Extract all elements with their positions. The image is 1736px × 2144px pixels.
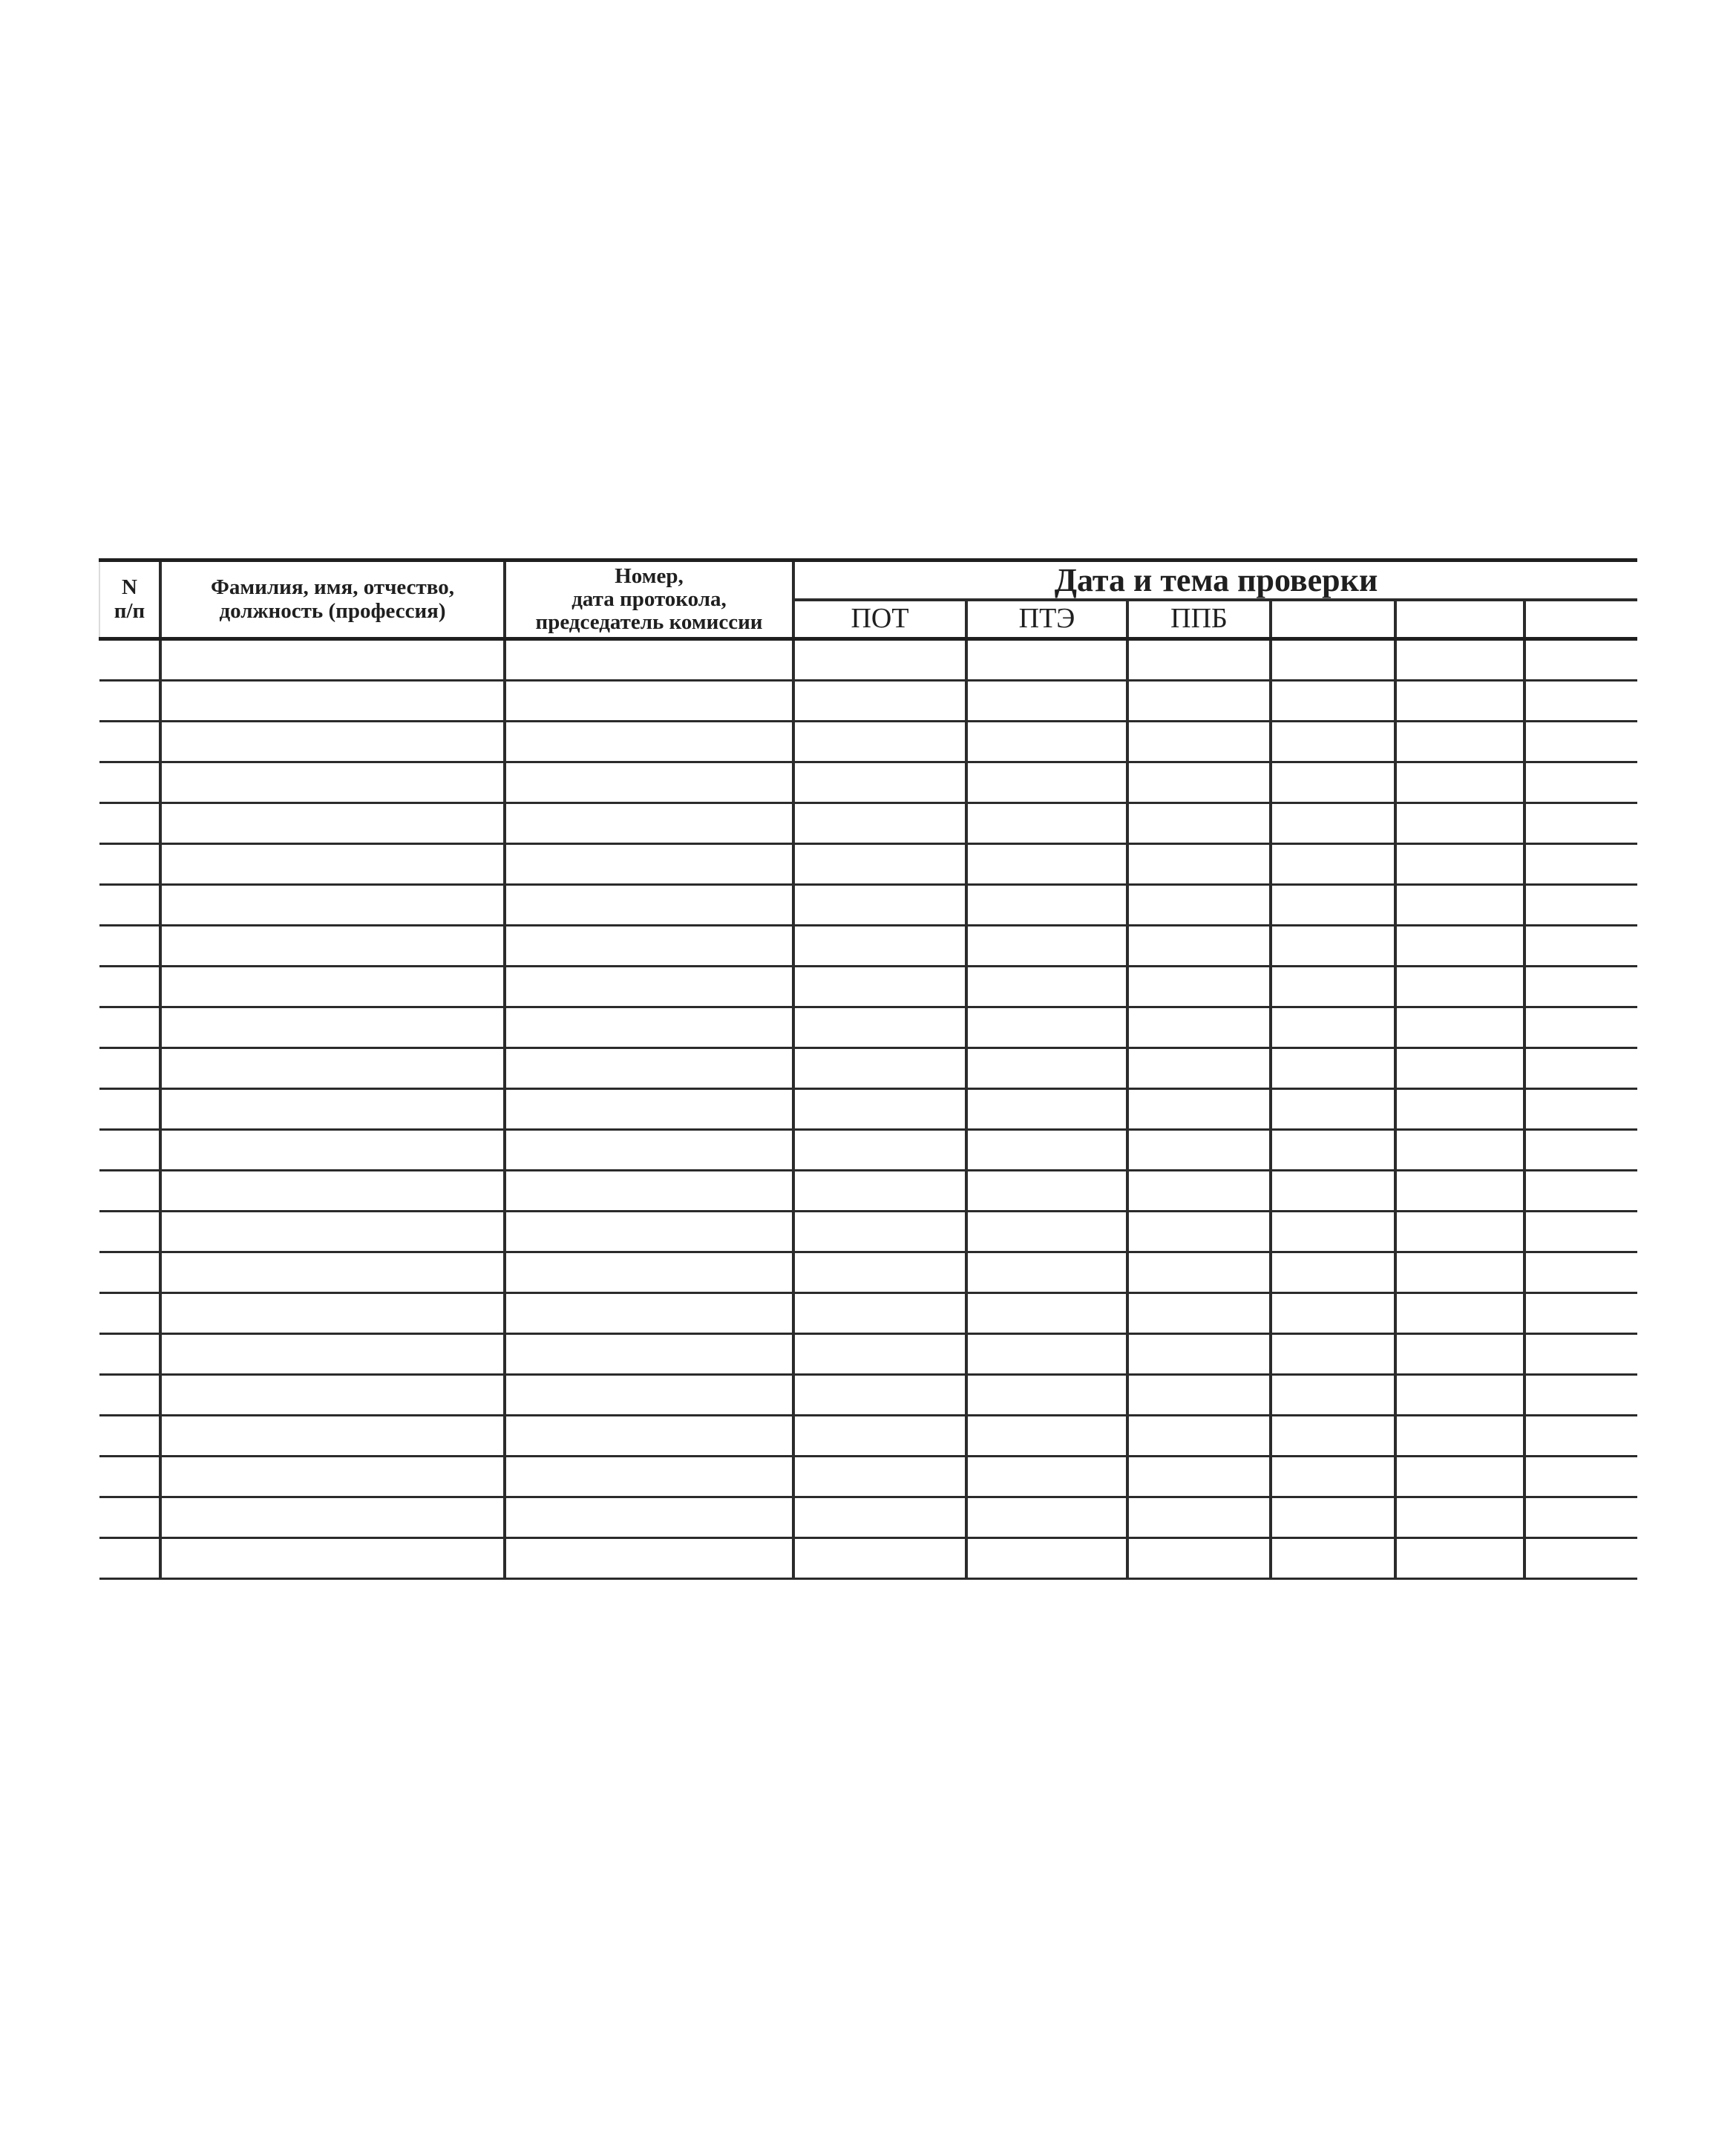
- table-cell: [160, 762, 505, 803]
- table-row: [99, 885, 1637, 926]
- table-cell: [1127, 681, 1271, 722]
- table-cell: [1524, 1130, 1637, 1171]
- table-cell: [1524, 926, 1637, 967]
- table-cell: [99, 1212, 160, 1252]
- table-cell: [966, 885, 1127, 926]
- table-cell: [1271, 722, 1395, 762]
- header-num-line1: N: [122, 575, 137, 600]
- table-cell: [99, 1538, 160, 1579]
- table-cell: [1127, 1334, 1271, 1375]
- table-cell: [793, 1130, 966, 1171]
- table-cell: [505, 1497, 793, 1538]
- table-cell: [1524, 1457, 1637, 1497]
- table-cell: [966, 803, 1127, 844]
- table-cell: [1395, 1212, 1524, 1252]
- table-cell: [1395, 967, 1524, 1007]
- table-cell: [505, 1538, 793, 1579]
- table-cell: [1271, 926, 1395, 967]
- table-cell: [966, 844, 1127, 885]
- table-row: [99, 1416, 1637, 1457]
- table-cell: [1524, 1171, 1637, 1212]
- table-row: [99, 1212, 1637, 1252]
- table-cell: [793, 1538, 966, 1579]
- table-cell: [160, 639, 505, 681]
- table-cell: [505, 885, 793, 926]
- table-cell: [1524, 722, 1637, 762]
- table-cell: [1395, 1048, 1524, 1089]
- table-cell: [1524, 1007, 1637, 1048]
- table-cell: [505, 762, 793, 803]
- table-cell: [1271, 1048, 1395, 1089]
- table-cell: [1395, 639, 1524, 681]
- table-cell: [966, 681, 1127, 722]
- table-cell: [1127, 762, 1271, 803]
- table-cell: [793, 926, 966, 967]
- table-cell: [1271, 803, 1395, 844]
- table-row: [99, 681, 1637, 722]
- subheader-empty-2: [1395, 600, 1524, 639]
- table-cell: [1524, 1048, 1637, 1089]
- table-cell: [160, 722, 505, 762]
- header-protocol-line3: председатель комиссии: [535, 610, 763, 635]
- table-row: [99, 1497, 1637, 1538]
- table-cell: [99, 1497, 160, 1538]
- table-cell: [1395, 681, 1524, 722]
- table-cell: [1524, 967, 1637, 1007]
- table-cell: [1271, 1375, 1395, 1416]
- table-cell: [793, 722, 966, 762]
- table-cell: [1395, 1497, 1524, 1538]
- table-cell: [99, 1007, 160, 1048]
- table-cell: [1127, 1252, 1271, 1293]
- table-cell: [505, 1212, 793, 1252]
- table-cell: [505, 967, 793, 1007]
- table-cell: [99, 1416, 160, 1457]
- table-cell: [505, 1007, 793, 1048]
- table-cell: [99, 844, 160, 885]
- table-row: [99, 1334, 1637, 1375]
- table-cell: [1395, 1007, 1524, 1048]
- table-cell: [1127, 1130, 1271, 1171]
- table-cell: [1524, 1334, 1637, 1375]
- table-cell: [1524, 844, 1637, 885]
- table-cell: [1395, 1130, 1524, 1171]
- table-cell: [1524, 1212, 1637, 1252]
- table-cell: [966, 1212, 1127, 1252]
- table-cell: [1271, 639, 1395, 681]
- table-cell: [99, 762, 160, 803]
- table-cell: [966, 762, 1127, 803]
- table-cell: [1127, 926, 1271, 967]
- table-cell: [99, 1334, 160, 1375]
- table-cell: [99, 803, 160, 844]
- verification-journal-table: [99, 558, 1637, 1580]
- table-cell: [1127, 1293, 1271, 1334]
- table-cell: [793, 1416, 966, 1457]
- table-cell: [1127, 967, 1271, 1007]
- table-cell: [793, 885, 966, 926]
- table-cell: [1127, 885, 1271, 926]
- table-cell: [99, 639, 160, 681]
- table-cell: [1127, 1212, 1271, 1252]
- table-cell: [1395, 844, 1524, 885]
- table-cell: [793, 1048, 966, 1089]
- table-cell: [1271, 762, 1395, 803]
- table-row: [99, 926, 1637, 967]
- table-cell: [505, 681, 793, 722]
- table-cell: [160, 1089, 505, 1130]
- table-cell: [160, 681, 505, 722]
- table-cell: [1271, 1334, 1395, 1375]
- table-cell: [1271, 1416, 1395, 1457]
- table-cell: [793, 1497, 966, 1538]
- table-row: [99, 1089, 1637, 1130]
- table-cell: [1271, 1171, 1395, 1212]
- table-cell: [160, 1048, 505, 1089]
- table-cell: [1271, 1252, 1395, 1293]
- table-cell: [1127, 803, 1271, 844]
- table-cell: [505, 1457, 793, 1497]
- table-cell: [1395, 722, 1524, 762]
- header-span-date-topic: Дата и тема проверки: [793, 560, 1637, 601]
- table-cell: [793, 967, 966, 1007]
- table-cell: [1524, 885, 1637, 926]
- table-cell: [1395, 1089, 1524, 1130]
- table-cell: [160, 1252, 505, 1293]
- table-cell: [1395, 1457, 1524, 1497]
- journal-table-body: [99, 639, 1637, 1579]
- table-cell: [793, 1252, 966, 1293]
- table-cell: [1524, 762, 1637, 803]
- table-cell: [99, 885, 160, 926]
- table-cell: [1127, 1416, 1271, 1457]
- table-cell: [1395, 803, 1524, 844]
- table-cell: [793, 1212, 966, 1252]
- table-cell: [1524, 1293, 1637, 1334]
- table-cell: [1271, 885, 1395, 926]
- table-cell: [160, 803, 505, 844]
- table-cell: [966, 1538, 1127, 1579]
- table-cell: [99, 1457, 160, 1497]
- subheader-empty-1: [1271, 600, 1395, 639]
- table-row: [99, 1048, 1637, 1089]
- table-cell: [1127, 1048, 1271, 1089]
- table-cell: [160, 967, 505, 1007]
- header-protocol-line1: Номер,: [615, 563, 684, 588]
- table-cell: [1271, 967, 1395, 1007]
- header-num-line2: п/п: [114, 598, 145, 623]
- table-cell: [505, 1048, 793, 1089]
- table-cell: [505, 1252, 793, 1293]
- table-cell: [793, 762, 966, 803]
- table-cell: [505, 803, 793, 844]
- table-cell: [160, 1334, 505, 1375]
- header-person: [160, 560, 505, 639]
- table-cell: [793, 1089, 966, 1130]
- table-cell: [160, 1457, 505, 1497]
- table-row: [99, 762, 1637, 803]
- table-cell: [1395, 1171, 1524, 1212]
- table-row: [99, 967, 1637, 1007]
- table-cell: [160, 1007, 505, 1048]
- table-cell: [1395, 1416, 1524, 1457]
- table-cell: [160, 1130, 505, 1171]
- table-cell: [505, 844, 793, 885]
- table-cell: [966, 967, 1127, 1007]
- table-cell: [793, 803, 966, 844]
- table-cell: [1395, 1293, 1524, 1334]
- table-cell: [1524, 1538, 1637, 1579]
- table-cell: [1271, 1293, 1395, 1334]
- table-cell: [793, 1457, 966, 1497]
- table-cell: [99, 1089, 160, 1130]
- table-cell: [793, 1171, 966, 1212]
- table-cell: [966, 1416, 1127, 1457]
- table-row: [99, 1293, 1637, 1334]
- table-cell: [160, 1293, 505, 1334]
- table-cell: [99, 1171, 160, 1212]
- table-cell: [160, 1497, 505, 1538]
- table-cell: [505, 722, 793, 762]
- table-cell: [966, 1252, 1127, 1293]
- table-cell: [160, 885, 505, 926]
- table-row: [99, 1375, 1637, 1416]
- table-cell: [1271, 1212, 1395, 1252]
- table-cell: [793, 1293, 966, 1334]
- table-cell: [505, 1171, 793, 1212]
- table-cell: [1127, 1457, 1271, 1497]
- subheader-empty-3: [1524, 600, 1637, 639]
- table-cell: [793, 1375, 966, 1416]
- table-row: [99, 639, 1637, 681]
- header-person-line2: должность (профессия): [219, 598, 446, 623]
- table-cell: [99, 1130, 160, 1171]
- table-cell: [1127, 1375, 1271, 1416]
- table-cell: [966, 1130, 1127, 1171]
- table-cell: [99, 967, 160, 1007]
- table-row: [99, 1130, 1637, 1171]
- subheader-pte: ПТЭ: [966, 600, 1127, 639]
- table-cell: [160, 1212, 505, 1252]
- table-cell: [793, 681, 966, 722]
- table-cell: [505, 1375, 793, 1416]
- table-cell: [505, 639, 793, 681]
- table-row: [99, 1171, 1637, 1212]
- table-cell: [966, 1497, 1127, 1538]
- table-cell: [160, 844, 505, 885]
- table-cell: [1127, 1007, 1271, 1048]
- table-row: [99, 803, 1637, 844]
- journal-table-header: [99, 560, 1637, 639]
- table-cell: [160, 926, 505, 967]
- table-cell: [1395, 1538, 1524, 1579]
- table-row: [99, 722, 1637, 762]
- table-cell: [966, 1048, 1127, 1089]
- table-cell: [1127, 1171, 1271, 1212]
- table-cell: [1127, 1089, 1271, 1130]
- table-cell: [1395, 1252, 1524, 1293]
- header-num: [99, 560, 160, 639]
- table-cell: [1395, 885, 1524, 926]
- table-cell: [1395, 762, 1524, 803]
- table-row: [99, 844, 1637, 885]
- table-cell: [505, 1416, 793, 1457]
- table-cell: [1395, 926, 1524, 967]
- table-cell: [160, 1375, 505, 1416]
- subheader-ppb: ППБ: [1127, 600, 1271, 639]
- table-cell: [1271, 1007, 1395, 1048]
- table-cell: [1127, 844, 1271, 885]
- table-cell: [1395, 1334, 1524, 1375]
- table-cell: [99, 1252, 160, 1293]
- table-cell: [1524, 1416, 1637, 1457]
- table-cell: [1395, 1375, 1524, 1416]
- table-cell: [966, 722, 1127, 762]
- table-cell: [966, 926, 1127, 967]
- table-cell: [99, 722, 160, 762]
- table-cell: [1271, 844, 1395, 885]
- table-row: [99, 1007, 1637, 1048]
- table-cell: [966, 1089, 1127, 1130]
- table-cell: [160, 1538, 505, 1579]
- table-cell: [1524, 1089, 1637, 1130]
- table-cell: [1524, 803, 1637, 844]
- table-row: [99, 1252, 1637, 1293]
- table-cell: [1271, 1457, 1395, 1497]
- table-cell: [160, 1416, 505, 1457]
- table-cell: [966, 1293, 1127, 1334]
- table-cell: [793, 1334, 966, 1375]
- table-cell: [99, 926, 160, 967]
- table-cell: [1271, 1130, 1395, 1171]
- table-cell: [966, 1171, 1127, 1212]
- journal-table: [99, 558, 1637, 1580]
- table-cell: [1271, 1538, 1395, 1579]
- table-cell: [99, 1048, 160, 1089]
- subheader-pot: ПОТ: [793, 600, 966, 639]
- table-cell: [1127, 1538, 1271, 1579]
- table-cell: [1127, 722, 1271, 762]
- table-cell: [505, 1089, 793, 1130]
- table-cell: [793, 1007, 966, 1048]
- table-cell: [99, 1293, 160, 1334]
- table-cell: [966, 1375, 1127, 1416]
- table-cell: [505, 1334, 793, 1375]
- table-row: [99, 1457, 1637, 1497]
- table-cell: [160, 1171, 505, 1212]
- table-cell: [793, 639, 966, 681]
- table-cell: [1524, 681, 1637, 722]
- header-protocol-line2: дата протокола,: [571, 586, 727, 611]
- header-protocol: [505, 560, 793, 639]
- table-cell: [966, 639, 1127, 681]
- table-cell: [1524, 1375, 1637, 1416]
- table-cell: [505, 1293, 793, 1334]
- header-person-line1: Фамилия, имя, отчество,: [211, 575, 454, 600]
- table-cell: [966, 1334, 1127, 1375]
- table-cell: [1127, 1497, 1271, 1538]
- table-cell: [1524, 1252, 1637, 1293]
- table-cell: [1127, 639, 1271, 681]
- table-cell: [505, 926, 793, 967]
- table-cell: [1271, 1497, 1395, 1538]
- table-cell: [1524, 1497, 1637, 1538]
- table-cell: [99, 1375, 160, 1416]
- table-cell: [966, 1457, 1127, 1497]
- table-cell: [505, 1130, 793, 1171]
- table-cell: [966, 1007, 1127, 1048]
- table-cell: [1271, 681, 1395, 722]
- table-cell: [793, 844, 966, 885]
- table-cell: [1524, 639, 1637, 681]
- table-cell: [99, 681, 160, 722]
- table-row: [99, 1538, 1637, 1579]
- table-cell: [1271, 1089, 1395, 1130]
